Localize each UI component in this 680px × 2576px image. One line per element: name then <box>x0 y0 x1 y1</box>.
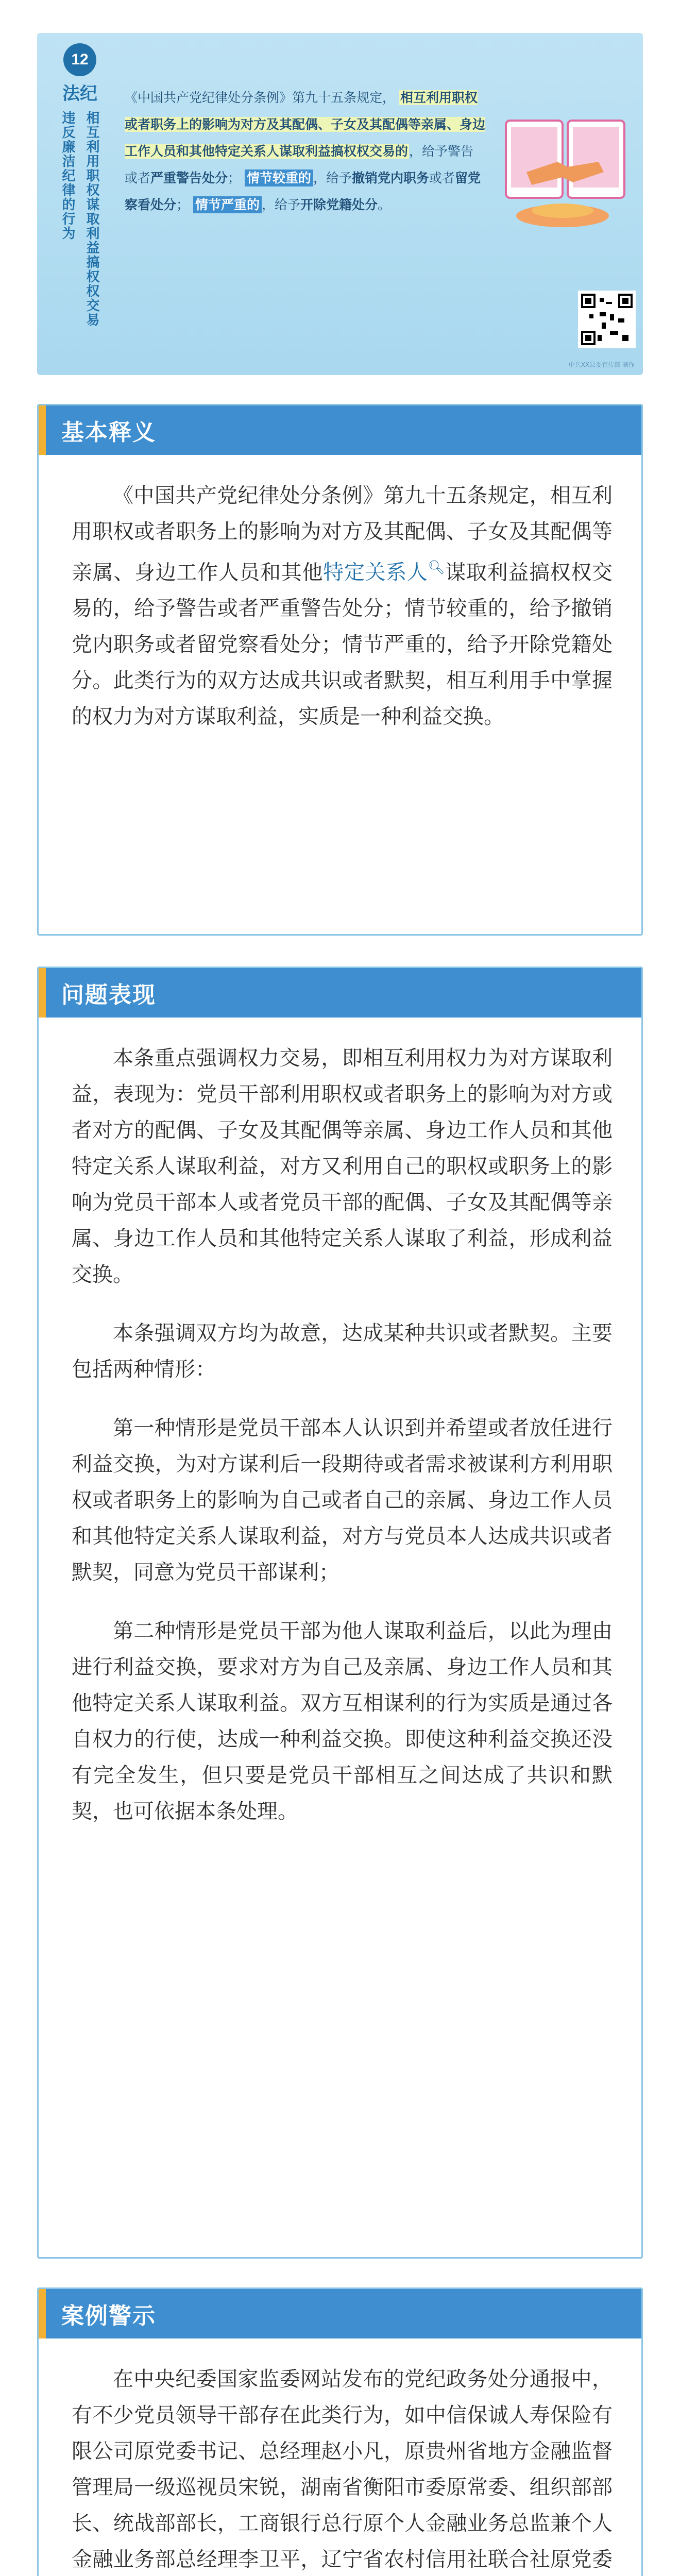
banner-side-title <box>58 111 101 327</box>
banner-side-band <box>52 43 108 332</box>
paragraph-text-before: 《中国共产党纪律处分条例》第九十五条规定，相互利用职权或者职务上的影响为对方及其配偶、子女及其配偶等亲属、身边工作人员和其他 <box>72 484 613 585</box>
quote-highlight-3: 情节严重的 <box>193 196 262 213</box>
quote-mid-3: 或者 <box>429 171 455 185</box>
term-link-text[interactable]: 特定关系人 <box>323 561 428 585</box>
quote-highlight-1: 相互利用职权或者职务上的影响为对方及其配偶、子女及其配偶等亲属、身边工作人员和其他特定关系人谋取利益搞权权交易的 <box>125 90 486 159</box>
quote-highlight-2: 情节较重的 <box>245 170 313 187</box>
paragraph-text-after: 谋取利益搞权权交易的，给予警告或者严重警告处分；情节较重的，给予撤销党内职务或者留党察看处分；情节严重的，给予开除党籍处分。此类行为的双方达成共识或者默契，相互利用手中掌握的权力为对方谋取利益，实质是一种利益交换。 <box>72 561 613 729</box>
side-title-line-1: 违反廉洁纪律的行为 <box>60 111 75 241</box>
quote-mid-4: ，给予 <box>261 197 300 212</box>
section-basic-meaning <box>37 404 643 936</box>
side-title-line-2: 相互利用职权谋取利益搞权权交易 <box>84 111 99 327</box>
qr-code <box>578 291 636 348</box>
section-header <box>39 968 641 1018</box>
paragraph: 本条重点强调权力交易，即相互利用权力为对方谋取利益，表现为：党员干部利用职权或者职务上的影响为对方或者对方的配偶、子女及其配偶等亲属、身边工作人员和其他特定关系人谋取利益，对方又利用自己的职权或职务上的影响为党员干部本人或者党员干部的配偶、子女及其配偶等亲属、身边工作人员和其他特定关系人谋取了利益，形成利益交换。 <box>72 1046 613 1286</box>
paragraph: 在中央纪委国家监委网站发布的党纪政务处分通报中，有不少党员领导干部存在此类行为，如中信保诚人寿保险有限公司原党委书记、总经理赵小凡，原贵州省地方金融监督管理局一级巡视员宋锐，湖南省衡阳市委原常委、组织部部长、统战部部长，工商银行总行原个人金融业务总监兼个人金融业务部总经理李卫平，辽宁省农村信用社联合社原党委 <box>72 2367 613 2571</box>
section-case-warning <box>37 2287 643 2576</box>
badge-word: 法纪 <box>62 83 97 104</box>
quote-strong-2: 撤销党内职务 <box>352 171 430 185</box>
section-body <box>39 1018 641 1850</box>
banner-quote: 《中国共产党纪律处分条例》第九十五条规定， 相互利用职权或者职务上的影响为对方及其配偶、子女及其配偶等亲属、身边工作人员和其他特定关系人谋取利益搞权权交易的，给予警告或者严重警告处分； 情节较重的 ，给予撤销党内职务或者留党察看处分； 情节严重的 ，给予开除党籍处分。 <box>125 90 486 212</box>
paragraph: 第二种情形是党员干部为他人谋取利益后，以此为理由进行利益交换，要求对方为自己及亲属、身边工作人员和其他特定关系人谋取利益。双方互相谋利的行为实质是通过各自权力的行使，达成一种利益交换。即使这种利益交换还没有完全发生，但只要是党员干部相互之间达成了共识和默契，也可依据本条处理。 <box>72 1619 613 1823</box>
quote-mid-2: ，给予 <box>313 171 352 185</box>
section-problem-manifestation <box>37 967 643 2259</box>
banner-credit: 中共XX县委宣传部 制作 <box>568 361 635 368</box>
badge-number: 12 <box>63 43 96 76</box>
paragraph: 第一种情形是党员干部本人认识到并希望或者放任进行利益交换，为对方谋利后一段期待或者需求被谋利方利用职权或者职务上的影响为自己或者自己的亲属、身边工作人员和其他特定关系人谋取利益，对方与党员本人达成共识或者默契，同意为党员干部谋利； <box>72 1416 613 1584</box>
handshake-illustration <box>490 110 635 244</box>
term-link-special-relation[interactable] <box>323 561 445 584</box>
section-body <box>39 2338 641 2576</box>
quote-strong-1: 严重警告处分 <box>150 171 228 185</box>
section-title: 案例警示 <box>61 2303 156 2329</box>
section-title: 问题表现 <box>61 982 156 1008</box>
paragraph: 本条强调双方均为故意，达成某种共识或者默契。主要包括两种情形： <box>72 1321 613 1381</box>
section-header <box>39 405 641 455</box>
header-banner <box>37 33 643 375</box>
section-title: 基本释义 <box>61 419 156 446</box>
quote-mid-1: ，给予警告或者 <box>125 144 474 185</box>
section-body <box>39 455 641 755</box>
quote-strong-4: 开除党籍处分 <box>300 197 378 212</box>
quote-intro: 《中国共产党纪律处分条例》第九十五条规定， <box>125 90 396 105</box>
paragraph <box>72 478 613 735</box>
magnifier-icon[interactable]: 🔍︎ <box>428 560 446 575</box>
quote-strong-3: 留党察看处分 <box>125 171 481 212</box>
section-header <box>39 2289 641 2338</box>
